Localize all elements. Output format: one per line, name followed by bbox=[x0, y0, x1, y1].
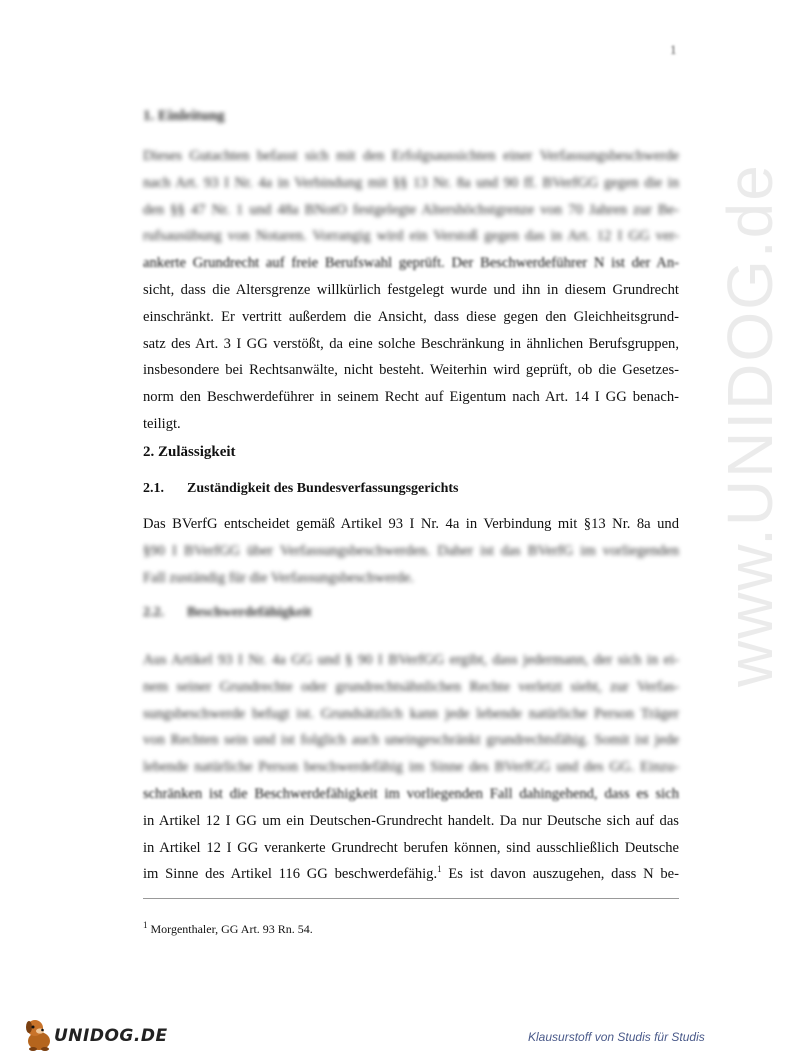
section-number: 2.1. bbox=[143, 481, 164, 496]
paragraph-line: sicht, dass die Altersgrenze willkürlich festgelegt wurde und ihn in diesem Grundrecht bbox=[143, 281, 679, 298]
paragraph-line: schränken ist die Beschwerdefähigkeit im vorliegenden Fall dahingehend, dass es sich bbox=[143, 785, 679, 802]
dog-icon bbox=[22, 1016, 56, 1052]
paragraph-line: §90 I BVerfGG über Verfassungsbeschwerden. Daher ist das BVerfG im vorliegenden bbox=[143, 542, 679, 559]
paragraph-line: den §§ 47 Nr. 1 und 48a BNotO festgelegte Altershöchstgrenze von 70 Jahren zur Be- bbox=[143, 201, 679, 218]
section-number: 2.2. bbox=[143, 605, 164, 620]
section-2-heading: 2. Zulässigkeit bbox=[143, 444, 236, 460]
page-number: 1 bbox=[670, 42, 677, 57]
paragraph-line: rufsausübung von Notaren. Vorrangig wird ein Verstoß gegen das in Art. 12 I GG ver- bbox=[143, 228, 679, 245]
footnote-reference[interactable]: 1 bbox=[437, 864, 442, 875]
section-2-2-heading bbox=[143, 605, 311, 621]
section-2-1-paragraph bbox=[143, 511, 679, 591]
paragraph-line: in Artikel 12 I GG um ein Deutschen-Grundrecht handelt. Da nur Deutsche sich auf das bbox=[143, 812, 679, 829]
paragraph-line: in Artikel 12 I GG verankerte Grundrecht berufen können, sind ausschließlich Deutsche bbox=[143, 839, 679, 856]
paragraph-line: von Rechten sein und ist folglich auch uneingeschränkt grundrechtsfähig. Somit ist jede bbox=[143, 732, 679, 749]
paragraph-line: insbesondere bei Rechtsanwälte, nicht besteht. Weiterhin wird geprüft, ob die Gesetzes- bbox=[143, 362, 679, 379]
paragraph-line: Fall zuständig für die Verfassungsbeschwerde. bbox=[143, 569, 414, 586]
paragraph-line: Aus Artikel 93 I Nr. 4a GG und § 90 I BVerfGG ergibt, dass jedermann, der sich in ei- bbox=[143, 652, 679, 668]
footnote-text: Morgenthaler, GG Art. 93 Rn. 54. bbox=[147, 922, 313, 936]
watermark: www.UNIDOG.de bbox=[714, 163, 786, 687]
footer-tagline: Klausurstoff von Studis für Studis bbox=[528, 1030, 705, 1044]
unidog-logo[interactable] bbox=[22, 1016, 168, 1052]
line-text: Es ist davon auszugehen, dass N be- bbox=[441, 866, 679, 883]
paragraph-line: satz des Art. 3 I GG verstößt, da eine solche Beschränkung in ähnlichen Berufsgruppen, bbox=[143, 335, 679, 352]
paragraph-line: sungsbeschwerde befugt ist. Grundsätzlich kann jede lebende natürliche Person Träger bbox=[143, 705, 679, 722]
section-1-paragraph bbox=[143, 143, 679, 438]
section-2-1-heading bbox=[143, 481, 459, 497]
line-text: im Sinne des Artikel 116 GG beschwerdefähig. bbox=[143, 866, 438, 883]
footnote-separator bbox=[143, 898, 679, 899]
paragraph-line: Das BVerfG entscheidet gemäß Artikel 93 I Nr. 4a in Verbindung mit §13 Nr. 8a und bbox=[143, 516, 679, 532]
footnote bbox=[143, 922, 313, 937]
section-title: Zuständigkeit des Bundesverfassungsgerichts bbox=[187, 481, 459, 496]
section-title: Beschwerdefähigkeit bbox=[187, 605, 312, 620]
section-1-heading: 1. Einleitung bbox=[143, 108, 225, 124]
section-2-2-paragraph bbox=[143, 647, 679, 888]
paragraph-line: norm den Beschwerdeführer in seinem Recht auf Eigentum nach Art. 14 I GG benach- bbox=[143, 389, 679, 406]
footnote-number: 1 bbox=[143, 920, 148, 930]
paragraph-line: ankerte Grundrecht auf freie Berufswahl geprüft. Der Beschwerdeführer N ist der An- bbox=[143, 255, 679, 272]
paragraph-line bbox=[143, 861, 679, 888]
paragraph-line: einschränkt. Er vertritt außerdem die Ansicht, dass diese gegen den Gleichheitsgrund- bbox=[143, 308, 679, 325]
paragraph-line: teiligt. bbox=[143, 415, 181, 432]
paragraph-line: Dieses Gutachten befasst sich mit den Erfolgsaussichten einer Verfassungsbeschwerde bbox=[143, 148, 679, 164]
paragraph-line: nach Art. 93 I Nr. 4a in Verbindung mit §§ 13 Nr. 8a und 90 ff. BVerfGG gegen die in bbox=[143, 174, 679, 191]
paragraph-line: lebende natürliche Person beschwerdefähig im Sinne des BVerfGG und des GG. Einzu- bbox=[143, 759, 679, 776]
logo-text: UNIDOG.DE bbox=[54, 1026, 168, 1046]
paragraph-line: nem seiner Grundrechte oder grundrechtsähnlichen Rechte verletzt sieht, zur Verfas- bbox=[143, 678, 679, 695]
